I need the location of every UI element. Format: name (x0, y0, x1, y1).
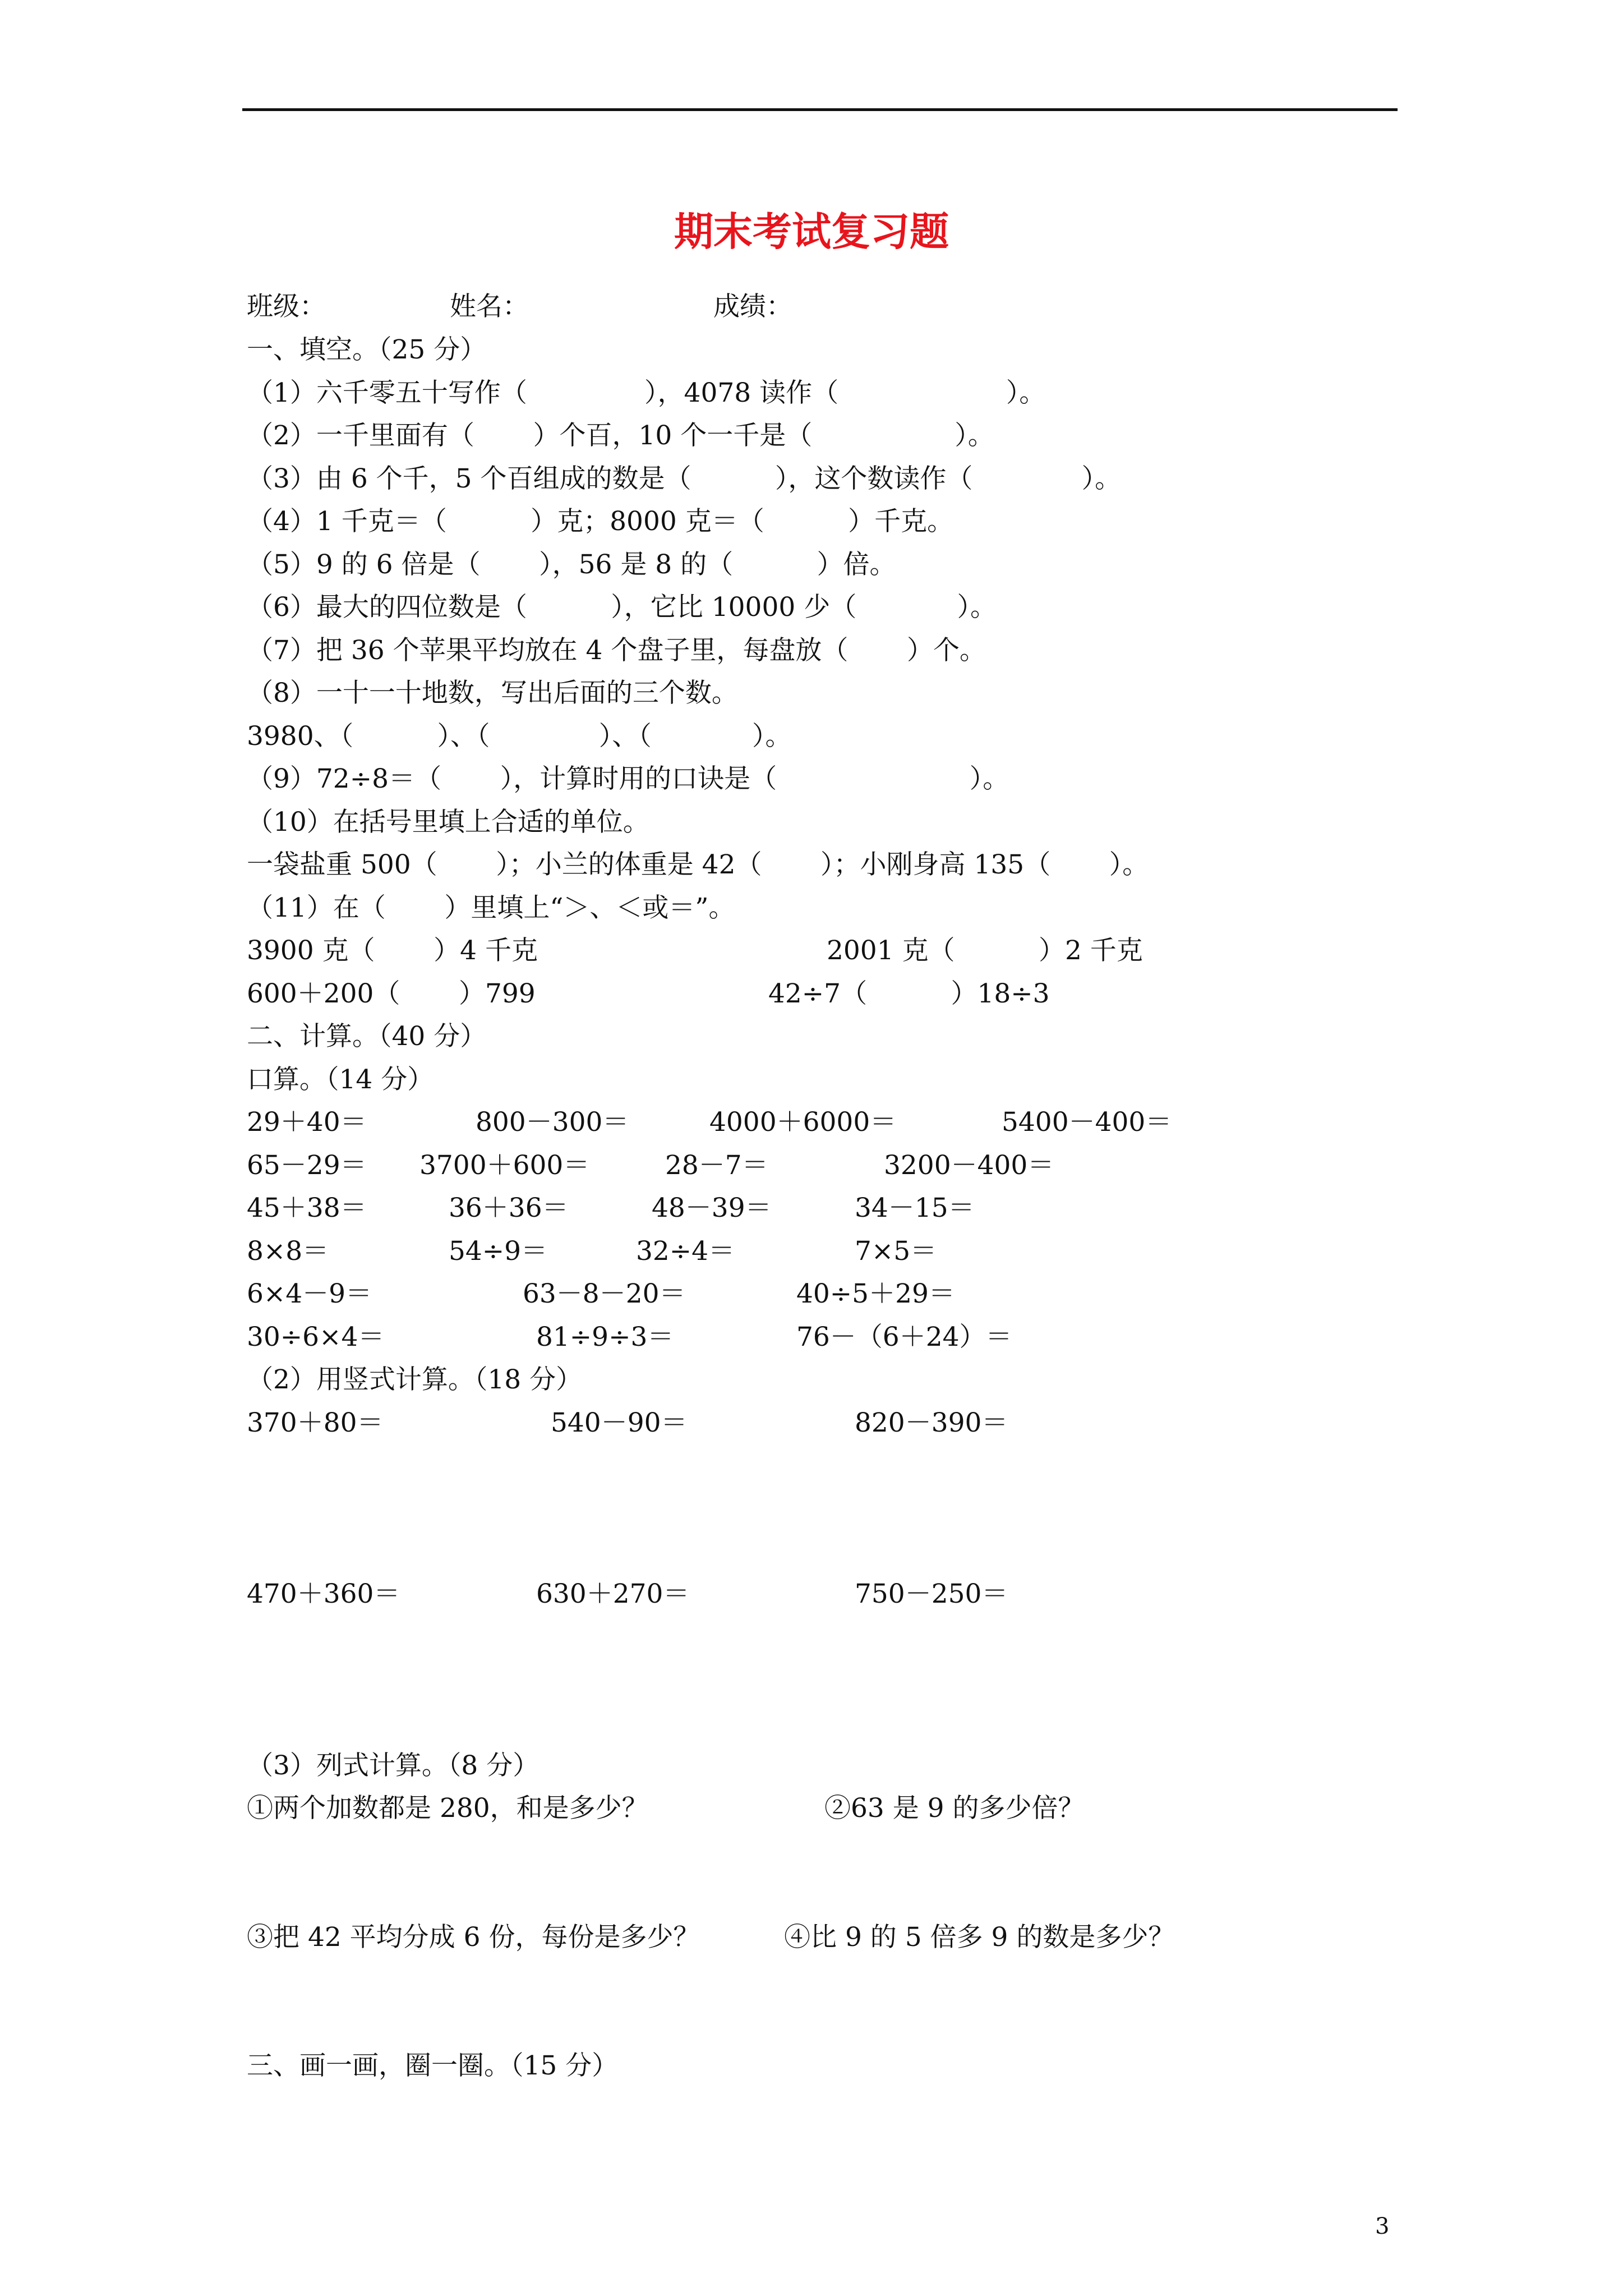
oral-item: 76－（6＋24）＝ (796, 1322, 1012, 1352)
fill-question-4: （4）1 千克＝（ ）克；8000 克＝（ ）千克。 (247, 506, 954, 537)
class-label: 班级： (247, 291, 326, 322)
oral-heading: 口算。（14 分） (247, 1064, 434, 1095)
oral-item: 45＋38＝ (247, 1193, 367, 1223)
fill-question-11: （11）在（ ）里填上“＞、＜或＝”。 (247, 892, 735, 923)
oral-item: 54÷9＝ (449, 1236, 548, 1267)
section2-heading: 二、计算。（40 分） (247, 1021, 487, 1052)
oral-item: 8×8＝ (247, 1236, 329, 1267)
list-calc-item-4: ④比 9 的 5 倍多 9 的数是多少？ (784, 1922, 1175, 1953)
oral-item: 3700＋600＝ (419, 1150, 590, 1181)
oral-item: 800－300＝ (476, 1107, 629, 1138)
oral-item: 36＋36＝ (449, 1193, 569, 1223)
fill-question-5: （5）9 的 6 倍是（ ），56 是 8 的（ ）倍。 (247, 549, 896, 580)
list-calc-item-1: ①两个加数都是 280，和是多少？ (247, 1793, 648, 1824)
compare-item-c: 600＋200（ ）799 (247, 978, 536, 1009)
list-calc-heading: （3）列式计算。（8 分） (247, 1750, 540, 1781)
fill-question-8-answer: 3980、（ ）、（ ）、（ ）。 (247, 721, 792, 752)
oral-item: 63－8－20＝ (523, 1278, 686, 1309)
fill-question-10: （10）在括号里填上合适的单位。 (247, 807, 649, 838)
name-label: 姓名： (450, 291, 529, 322)
vertical-item: 750－250＝ (855, 1579, 1008, 1609)
oral-item: 81÷9÷3＝ (536, 1322, 674, 1352)
oral-item: 30÷6×4＝ (247, 1322, 385, 1352)
oral-item: 4000＋6000＝ (709, 1107, 897, 1138)
score-label: 成绩： (713, 291, 792, 322)
section3-heading: 三、画一画，圈一圈。（15 分） (247, 2050, 619, 2081)
compare-item-d: 42÷7（ ）18÷3 (768, 978, 1050, 1009)
vertical-item: 370＋80＝ (247, 1407, 384, 1438)
oral-item: 32÷4＝ (636, 1236, 735, 1267)
fill-question-3: （3）由 6 个千，5 个百组成的数是（ ），这个数读作（ ）。 (247, 463, 1122, 494)
fill-question-6: （6）最大的四位数是（ ），它比 10000 少（ ）。 (247, 592, 997, 623)
vertical-item: 470＋360＝ (247, 1579, 400, 1609)
oral-item: 28－7＝ (665, 1150, 768, 1181)
header-rule (242, 108, 1398, 111)
fill-question-1: （1）六千零五十写作（ ），4078 读作（ ）。 (247, 378, 1046, 408)
page-number: 3 (1375, 2214, 1390, 2239)
fill-question-7: （7）把 36 个苹果平均放在 4 个盘子里，每盘放（ ）个。 (247, 635, 986, 666)
oral-item: 5400－400＝ (1002, 1107, 1172, 1138)
compare-item-b: 2001 克（ ）2 千克 (827, 935, 1143, 966)
fill-question-10-line: 一袋盐重 500（ ）；小兰的体重是 42（ ）；小刚身高 135（ ）。 (247, 849, 1149, 880)
oral-item: 65－29＝ (247, 1150, 367, 1181)
compare-item-a: 3900 克（ ）4 千克 (247, 935, 538, 966)
fill-question-2: （2）一千里面有（ ）个百，10 个一千是（ ）。 (247, 420, 994, 451)
page-title: 期末考试复习题 (674, 208, 949, 255)
oral-item: 40÷5＋29＝ (796, 1278, 955, 1309)
oral-item: 48－39＝ (652, 1193, 772, 1223)
oral-item: 34－15＝ (855, 1193, 975, 1223)
list-calc-item-2: ②63 是 9 的多少倍？ (824, 1793, 1085, 1824)
oral-item: 7×5＝ (855, 1236, 937, 1267)
section1-heading: 一、填空。（25 分） (247, 334, 487, 365)
vertical-item: 820－390＝ (855, 1407, 1008, 1438)
vertical-item: 630＋270＝ (536, 1579, 690, 1609)
vertical-item: 540－90＝ (551, 1407, 688, 1438)
oral-item: 6×4－9＝ (247, 1278, 372, 1309)
fill-question-9: （9）72÷8＝（ ），计算时用的口诀是（ ）。 (247, 763, 1009, 794)
oral-item: 29＋40＝ (247, 1107, 367, 1138)
vertical-heading: （2）用竖式计算。（18 分） (247, 1364, 583, 1395)
oral-item: 3200－400＝ (884, 1150, 1054, 1181)
list-calc-item-3: ③把 42 平均分成 6 份，每份是多少？ (247, 1922, 700, 1953)
fill-question-8: （8）一十一十地数，写出后面的三个数。 (247, 678, 738, 708)
